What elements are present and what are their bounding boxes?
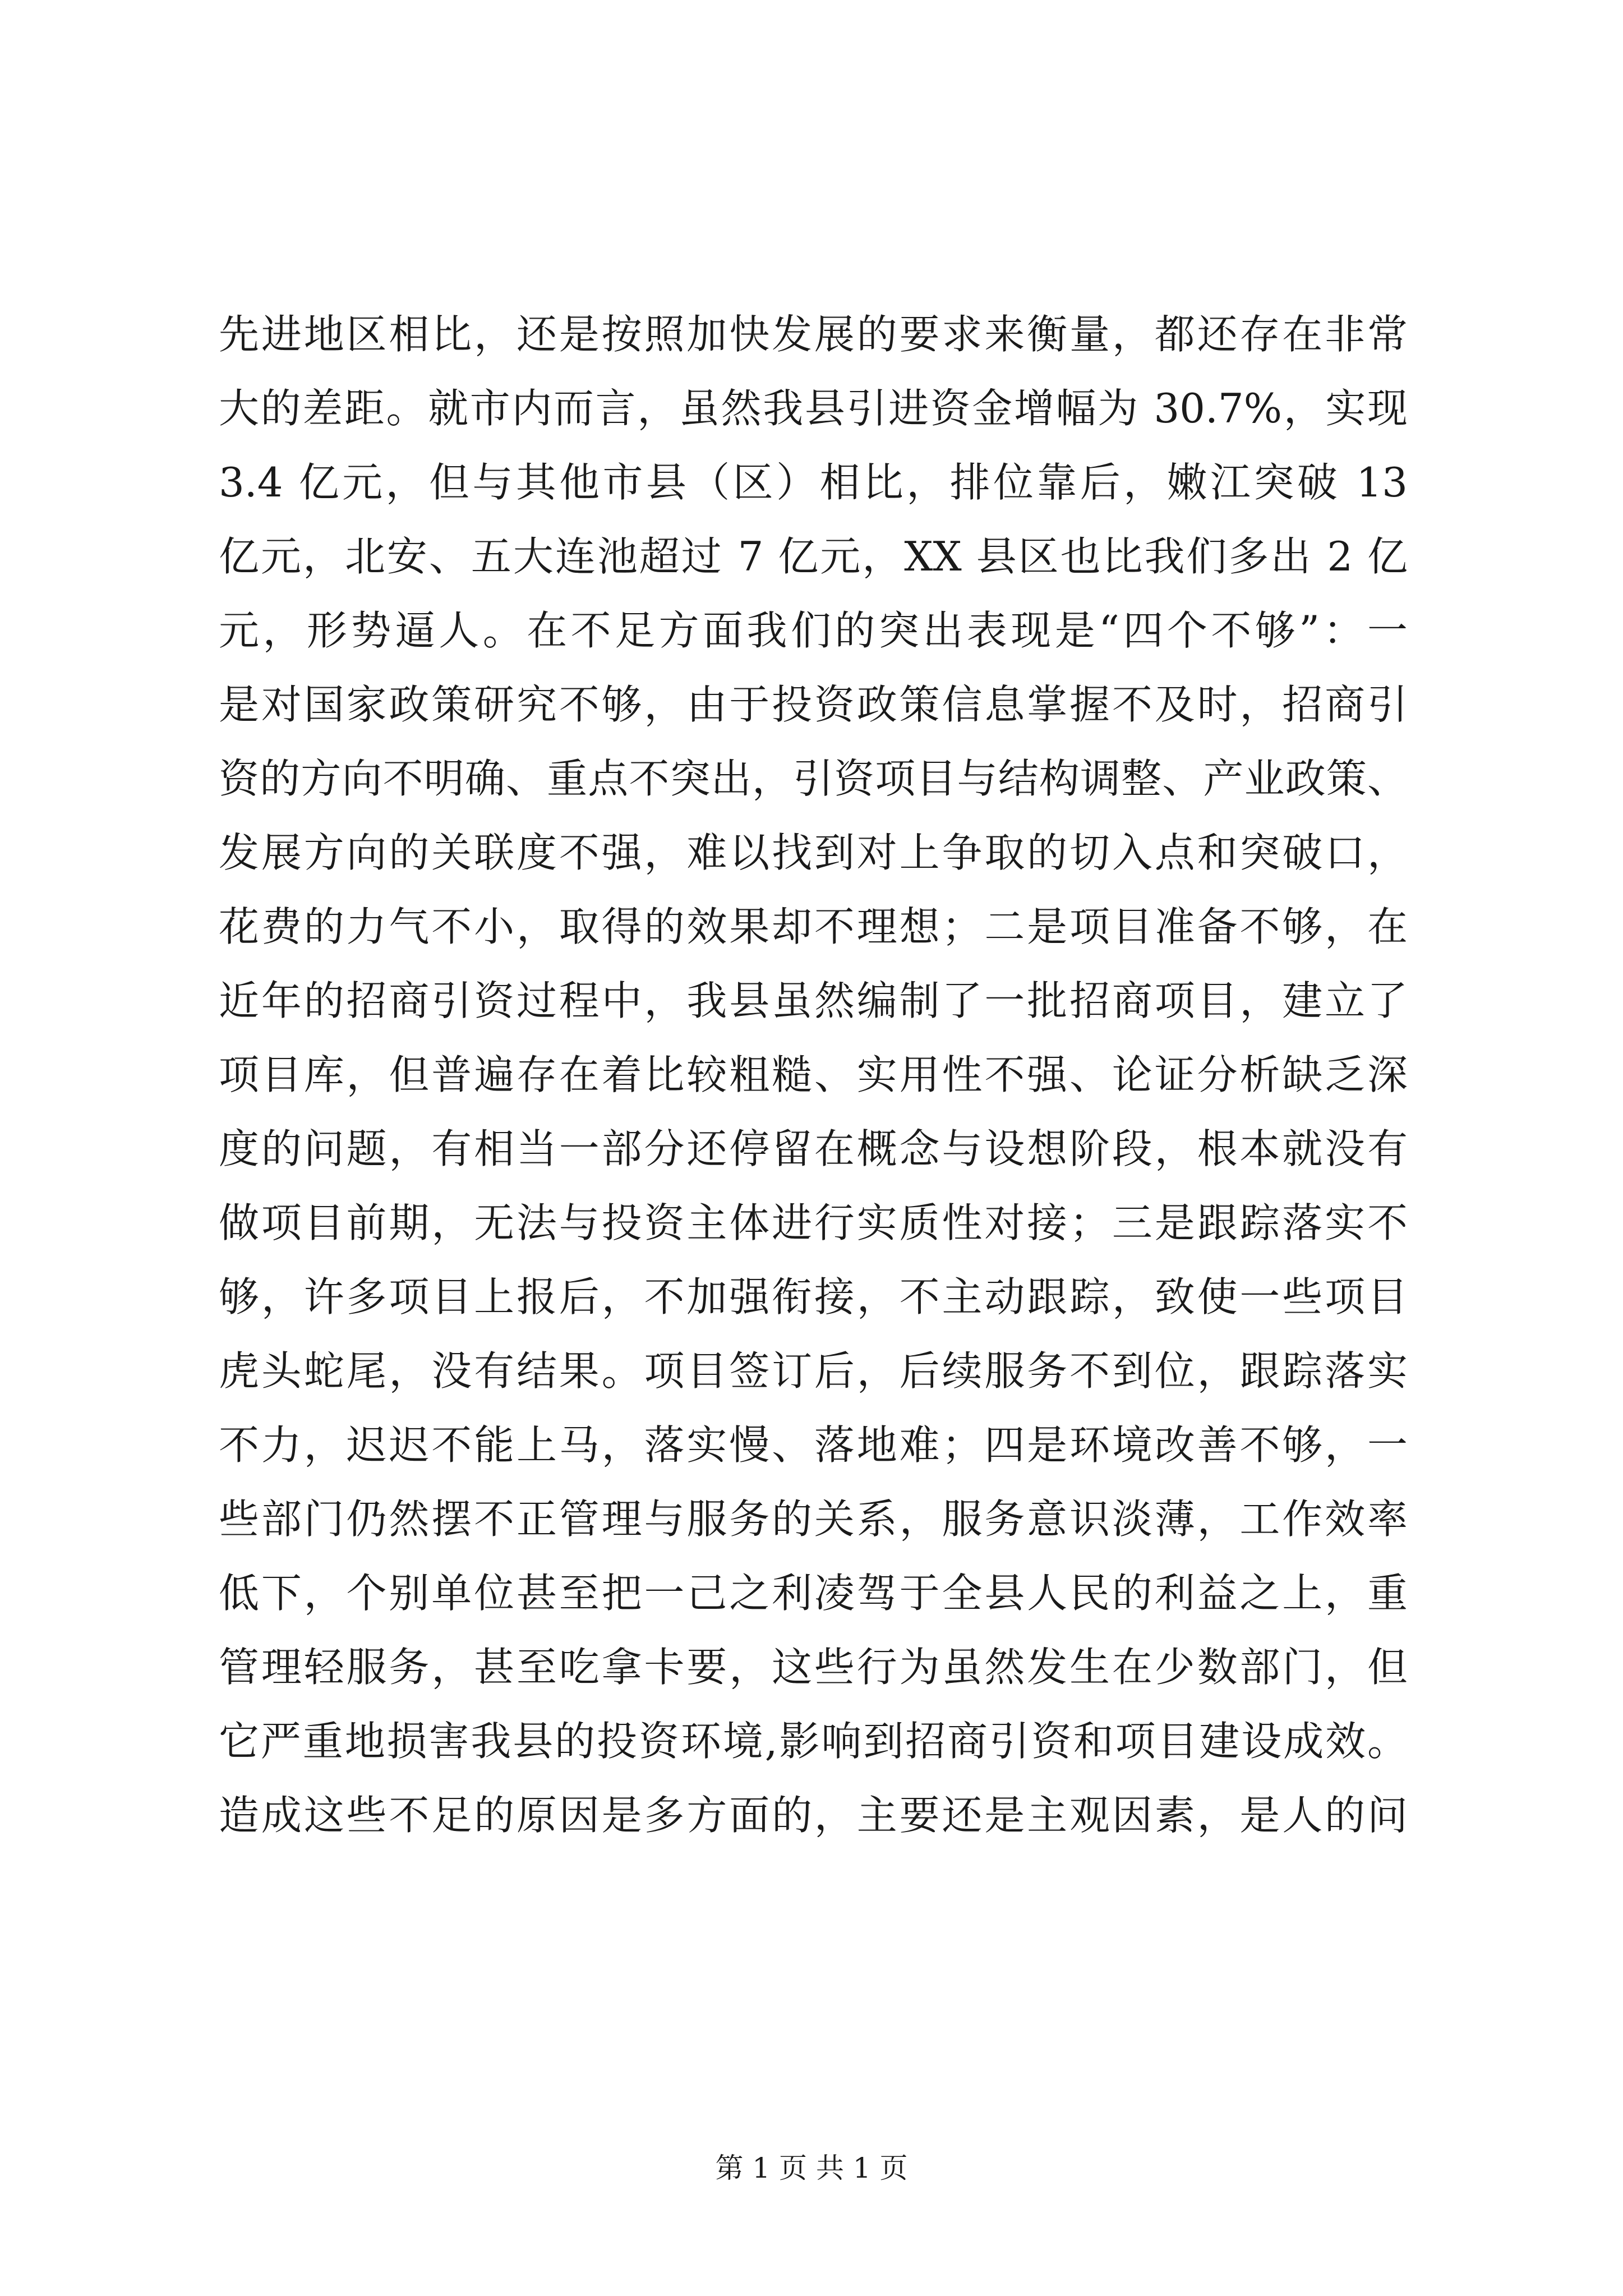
text-line: 些部门仍然摆不正管理与服务的关系，服务意识淡薄，工作效率: [219, 1496, 1408, 1543]
page-footer: 第 1 页 共 1 页: [715, 2152, 908, 2184]
text-line: 先进地区相比，还是按照加快发展的要求来衡量，都还存在非常: [219, 311, 1408, 358]
text-line: 是对国家政策研究不够，由于投资政策信息掌握不及时，招商引: [219, 681, 1408, 728]
text-line: 花费的力气不小，取得的效果却不理想；二是项目准备不够，在: [219, 903, 1408, 950]
text-line: 造成这些不足的原因是多方面的，主要还是主观因素，是人的问: [219, 1792, 1408, 1839]
text-line: 低下，个别单位甚至把一己之利凌驾于全县人民的利益之上，重: [219, 1570, 1408, 1617]
text-line: 度的问题，有相当一部分还停留在概念与设想阶段，根本就没有: [219, 1125, 1408, 1172]
text-line: 虎头蛇尾，没有结果。项目签订后，后续服务不到位，跟踪落实: [219, 1347, 1408, 1395]
text-line: 管理轻服务，甚至吃拿卡要，这些行为虽然发生在少数部门，但: [219, 1644, 1408, 1691]
text-line: 大的差距。就市内而言，虽然我县引进资金增幅为 30.7%，实现: [219, 385, 1408, 432]
body-paragraph: [219, 297, 1408, 1852]
text-line: 近年的招商引资过程中，我县虽然编制了一批招商项目，建立了: [219, 977, 1408, 1024]
text-line: 元，形势逼人。在不足方面我们的突出表现是“四个不够”：一: [219, 607, 1408, 654]
text-line: 不力，迟迟不能上马，落实慢、落地难；四是环境改善不够，一: [219, 1421, 1408, 1469]
text-line: 资的方向不明确、重点不突出，引资项目与结构调整、产业政策、: [219, 755, 1408, 802]
text-line: 3.4 亿元，但与其他市县（区）相比，排位靠后，嫩江突破 13: [219, 459, 1408, 506]
text-line: 发展方向的关联度不强，难以找到对上争取的切入点和突破口，: [219, 829, 1408, 876]
text-line: 亿元，北安、五大连池超过 7 亿元，XX 县区也比我们多出 2 亿: [219, 533, 1408, 580]
text-line: 它严重地损害我县的投资环境,影响到招商引资和项目建设成效。: [219, 1718, 1408, 1765]
text-line: 够，许多项目上报后，不加强衔接，不主动跟踪，致使一些项目: [219, 1273, 1408, 1320]
text-line: 做项目前期，无法与投资主体进行实质性对接；三是跟踪落实不: [219, 1199, 1408, 1246]
text-line: 项目库，但普遍存在着比较粗糙、实用性不强、论证分析缺乏深: [219, 1051, 1408, 1098]
